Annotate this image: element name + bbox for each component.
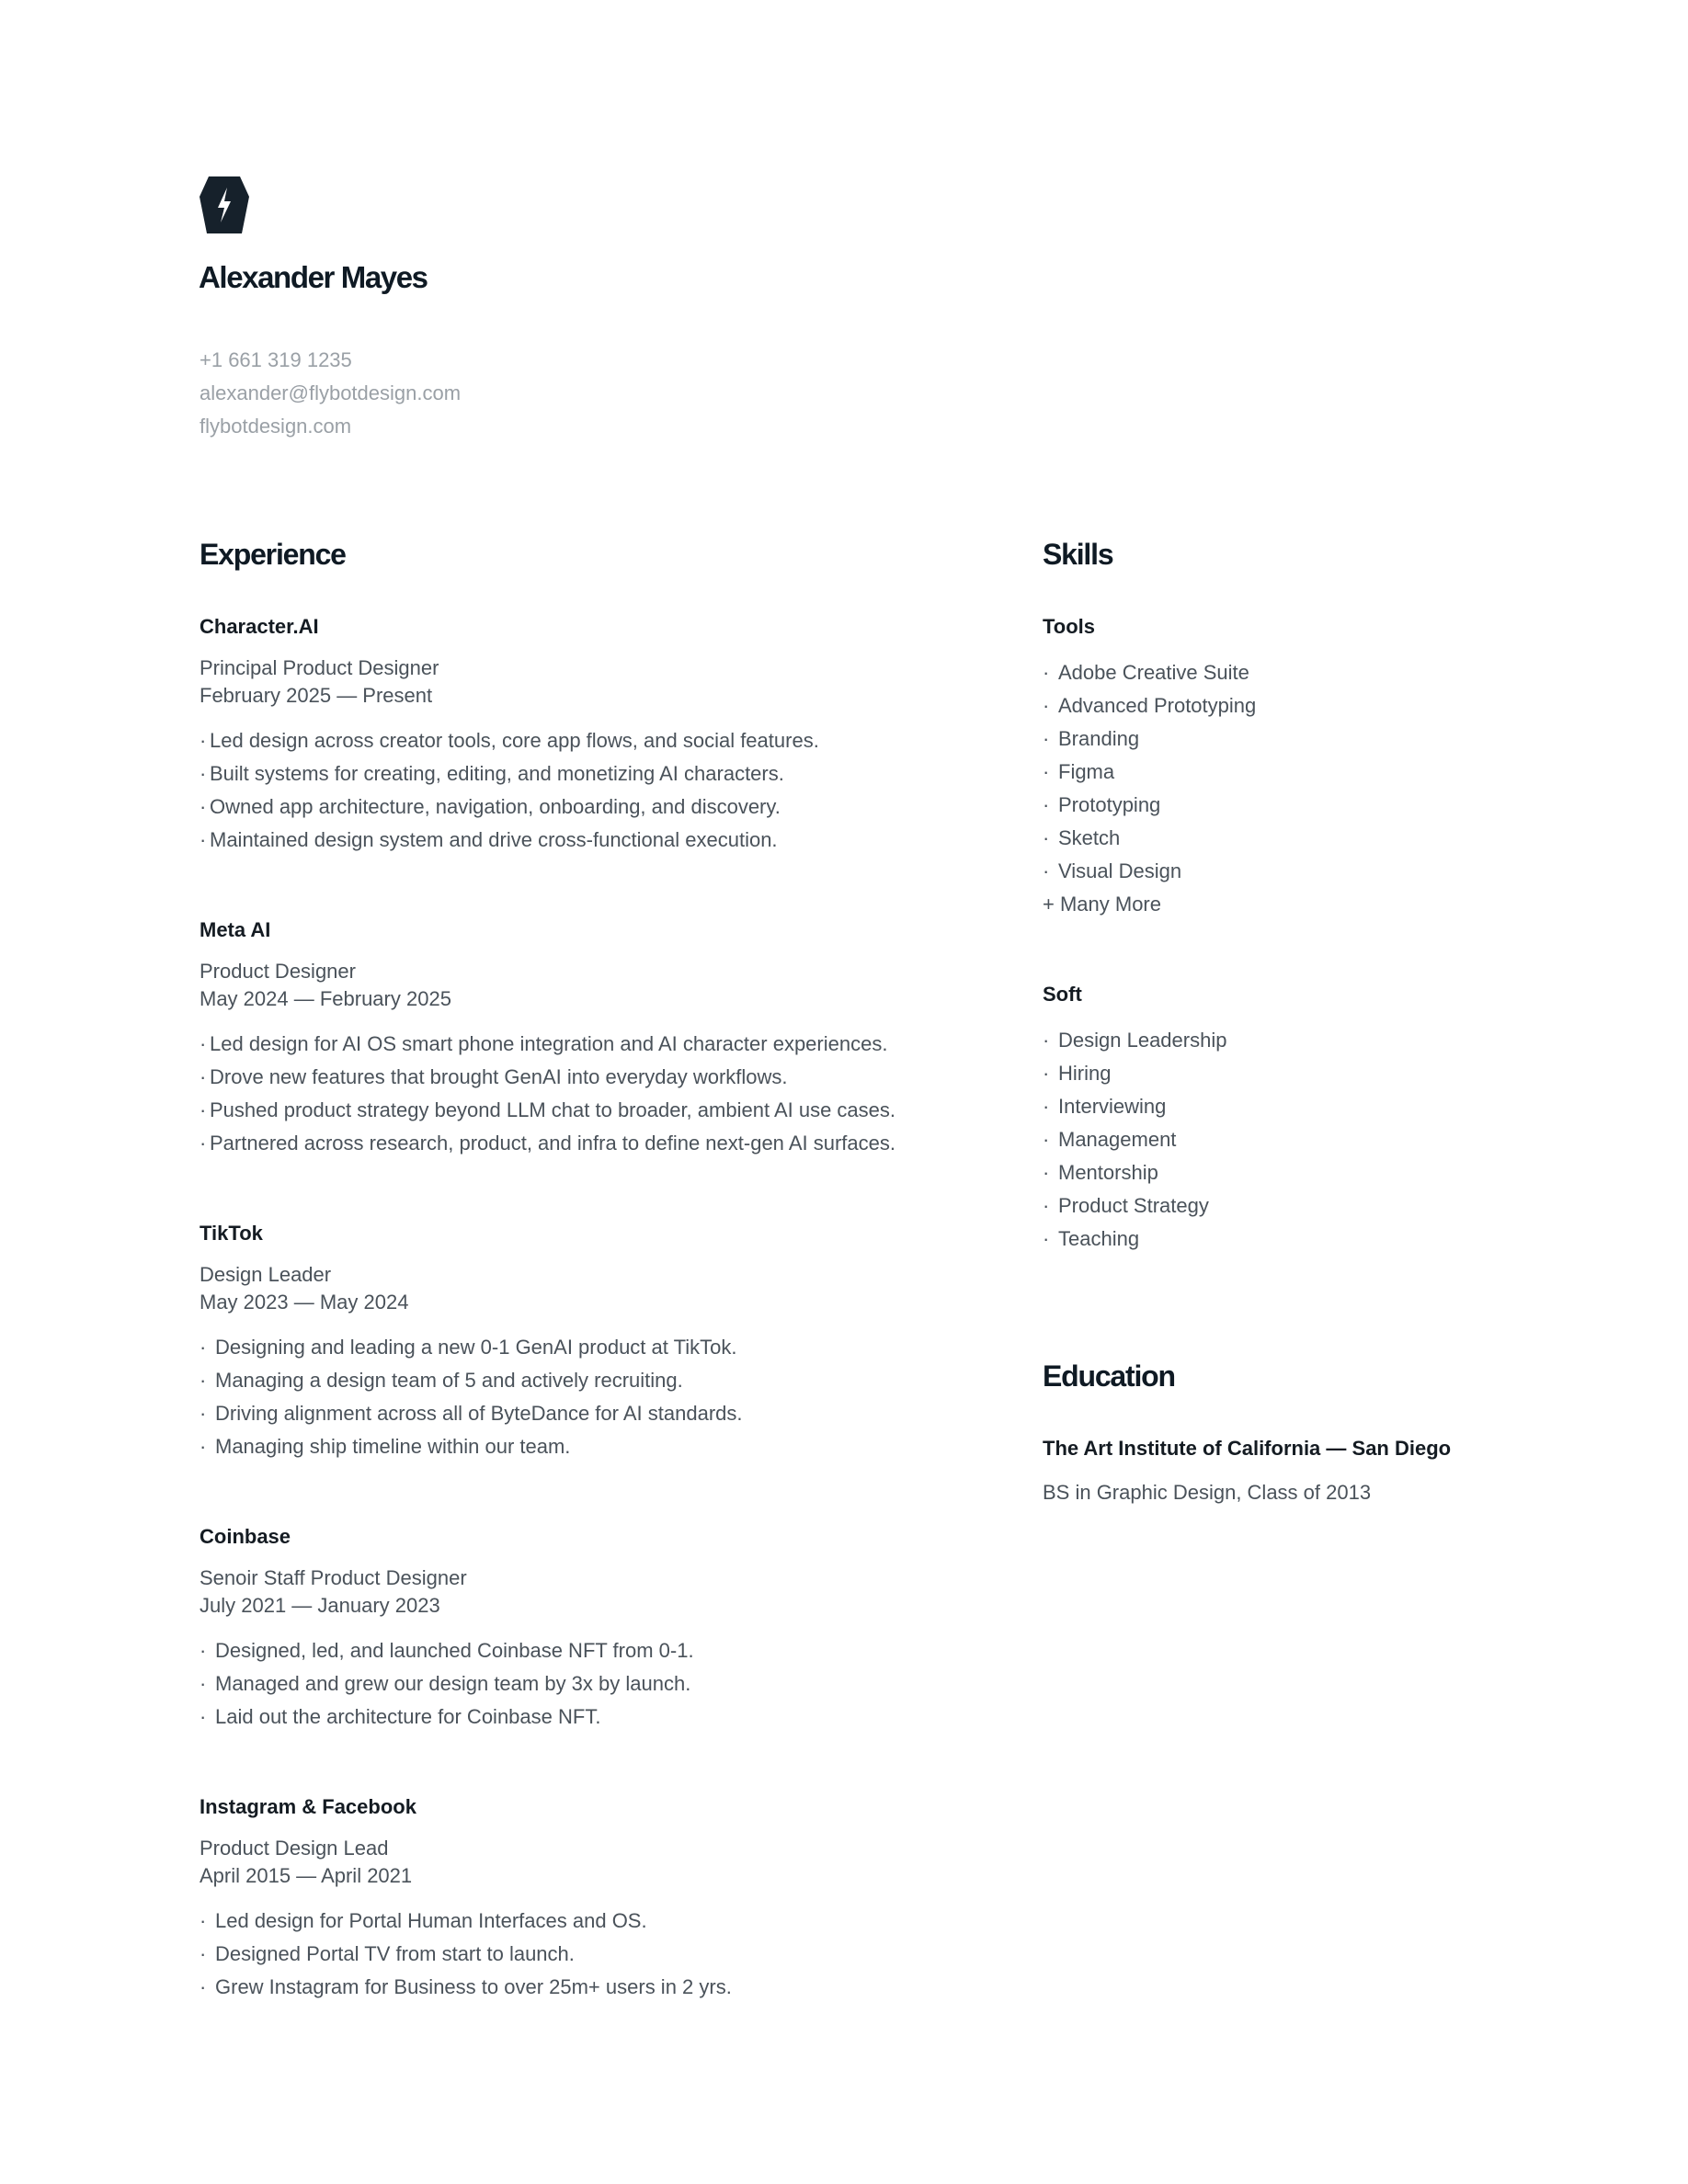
skills-section — [1043, 531, 1521, 1507]
skill-item: · Design Leadership — [1043, 1024, 1521, 1057]
skill-item: · Management — [1043, 1123, 1521, 1156]
job-role: Design Leader — [200, 1263, 332, 1286]
job-bullet: · Managing ship timeline within our team. — [200, 1430, 990, 1463]
skill-item: · Hiring — [1043, 1057, 1521, 1090]
job-entry — [200, 1792, 990, 2004]
job-entry — [200, 612, 990, 857]
job-bullets — [200, 1634, 990, 1734]
job-dates: May 2024 — February 2025 — [200, 987, 451, 1010]
company-name: TikTok — [200, 1222, 263, 1245]
job-bullet: · Designed, led, and launched Coinbase NFT from 0-1. — [200, 1634, 990, 1667]
job-bullet: · Laid out the architecture for Coinbase NFT. — [200, 1701, 990, 1734]
job-entry — [200, 916, 990, 1160]
job-bullets — [200, 1028, 990, 1160]
job-role: Senoir Staff Product Designer — [200, 1566, 467, 1589]
skill-item: · Branding — [1043, 722, 1521, 756]
job-role: Principal Product Designer — [200, 656, 439, 679]
skill-list — [1043, 656, 1521, 888]
job-role: Product Designer — [200, 960, 356, 983]
phone-number[interactable]: +1 661 319 1235 — [200, 348, 352, 371]
website-link[interactable]: flybotdesign.com — [200, 415, 352, 438]
education-heading: Education — [1043, 1359, 1175, 1393]
company-name: Coinbase — [200, 1525, 291, 1548]
skill-item: · Interviewing — [1043, 1090, 1521, 1123]
degree: BS in Graphic Design, Class of 2013 — [1043, 1481, 1372, 1504]
job-bullet: · Maintained design system and drive cross-functional execution. — [200, 824, 990, 857]
skill-group-tools — [1043, 612, 1521, 921]
job-bullets — [200, 1331, 990, 1463]
job-bullet: · Driving alignment across all of ByteDance for AI standards. — [200, 1397, 990, 1430]
job-dates: May 2023 — May 2024 — [200, 1291, 409, 1314]
skill-group-title: Tools — [1043, 615, 1096, 638]
skill-item: · Teaching — [1043, 1223, 1521, 1256]
job-bullet: · Partnered across research, product, and infra to define next-gen AI surfaces. — [200, 1127, 990, 1160]
job-bullets — [200, 724, 990, 857]
skill-item: · Prototyping — [1043, 789, 1521, 822]
job-role: Product Design Lead — [200, 1837, 389, 1860]
job-bullet: · Led design for Portal Human Interfaces and OS. — [200, 1905, 990, 1938]
job-bullet: · Drove new features that brought GenAI into everyday workflows. — [200, 1061, 990, 1094]
contact-info — [200, 344, 461, 443]
email-address[interactable]: alexander@flybotdesign.com — [200, 381, 462, 404]
skill-item: · Product Strategy — [1043, 1189, 1521, 1223]
job-bullet: · Built systems for creating, editing, and monetizing AI characters. — [200, 757, 990, 791]
skill-list — [1043, 1024, 1521, 1256]
job-entry — [200, 1522, 990, 1734]
skill-item: · Visual Design — [1043, 855, 1521, 888]
job-entry — [200, 1219, 990, 1463]
education-section — [1043, 1353, 1521, 1507]
job-dates: February 2025 — Present — [200, 684, 433, 707]
candidate-name: Alexander Mayes — [199, 260, 428, 294]
skill-item: · Sketch — [1043, 822, 1521, 855]
school-name: The Art Institute of California — San Diego — [1043, 1437, 1452, 1460]
skill-group-soft — [1043, 980, 1521, 1256]
skill-item: · Advanced Prototyping — [1043, 689, 1521, 722]
job-bullet: · Designed Portal TV from start to launch. — [200, 1938, 990, 1971]
job-bullet: · Led design for AI OS smart phone integration and AI character experiences. — [200, 1028, 990, 1061]
skill-item: · Figma — [1043, 756, 1521, 789]
lightning-badge-icon — [200, 176, 249, 233]
job-dates: July 2021 — January 2023 — [200, 1594, 440, 1617]
job-bullets — [200, 1905, 990, 2004]
job-bullet: · Designing and leading a new 0-1 GenAI product at TikTok. — [200, 1331, 990, 1364]
job-bullet: · Owned app architecture, navigation, onboarding, and discovery. — [200, 791, 990, 824]
company-name: Character.AI — [200, 615, 319, 638]
skill-item: · Adobe Creative Suite — [1043, 656, 1521, 689]
experience-heading: Experience — [200, 538, 346, 571]
job-bullet: · Pushed product strategy beyond LLM chat to broader, ambient AI use cases. — [200, 1094, 990, 1127]
company-name: Meta AI — [200, 918, 271, 941]
experience-section — [200, 531, 990, 2004]
more-skills-note: + Many More — [1043, 893, 1161, 916]
skill-group-title: Soft — [1043, 983, 1082, 1006]
skill-item: · Mentorship — [1043, 1156, 1521, 1189]
job-bullet: · Managing a design team of 5 and actively recruiting. — [200, 1364, 990, 1397]
company-name: Instagram & Facebook — [200, 1795, 416, 1818]
job-bullet: · Grew Instagram for Business to over 25m+ users in 2 yrs. — [200, 1971, 990, 2004]
skills-heading: Skills — [1043, 538, 1113, 571]
job-bullet: · Led design across creator tools, core app flows, and social features. — [200, 724, 990, 757]
job-bullet: · Managed and grew our design team by 3x by launch. — [200, 1667, 990, 1701]
job-dates: April 2015 — April 2021 — [200, 1864, 413, 1887]
